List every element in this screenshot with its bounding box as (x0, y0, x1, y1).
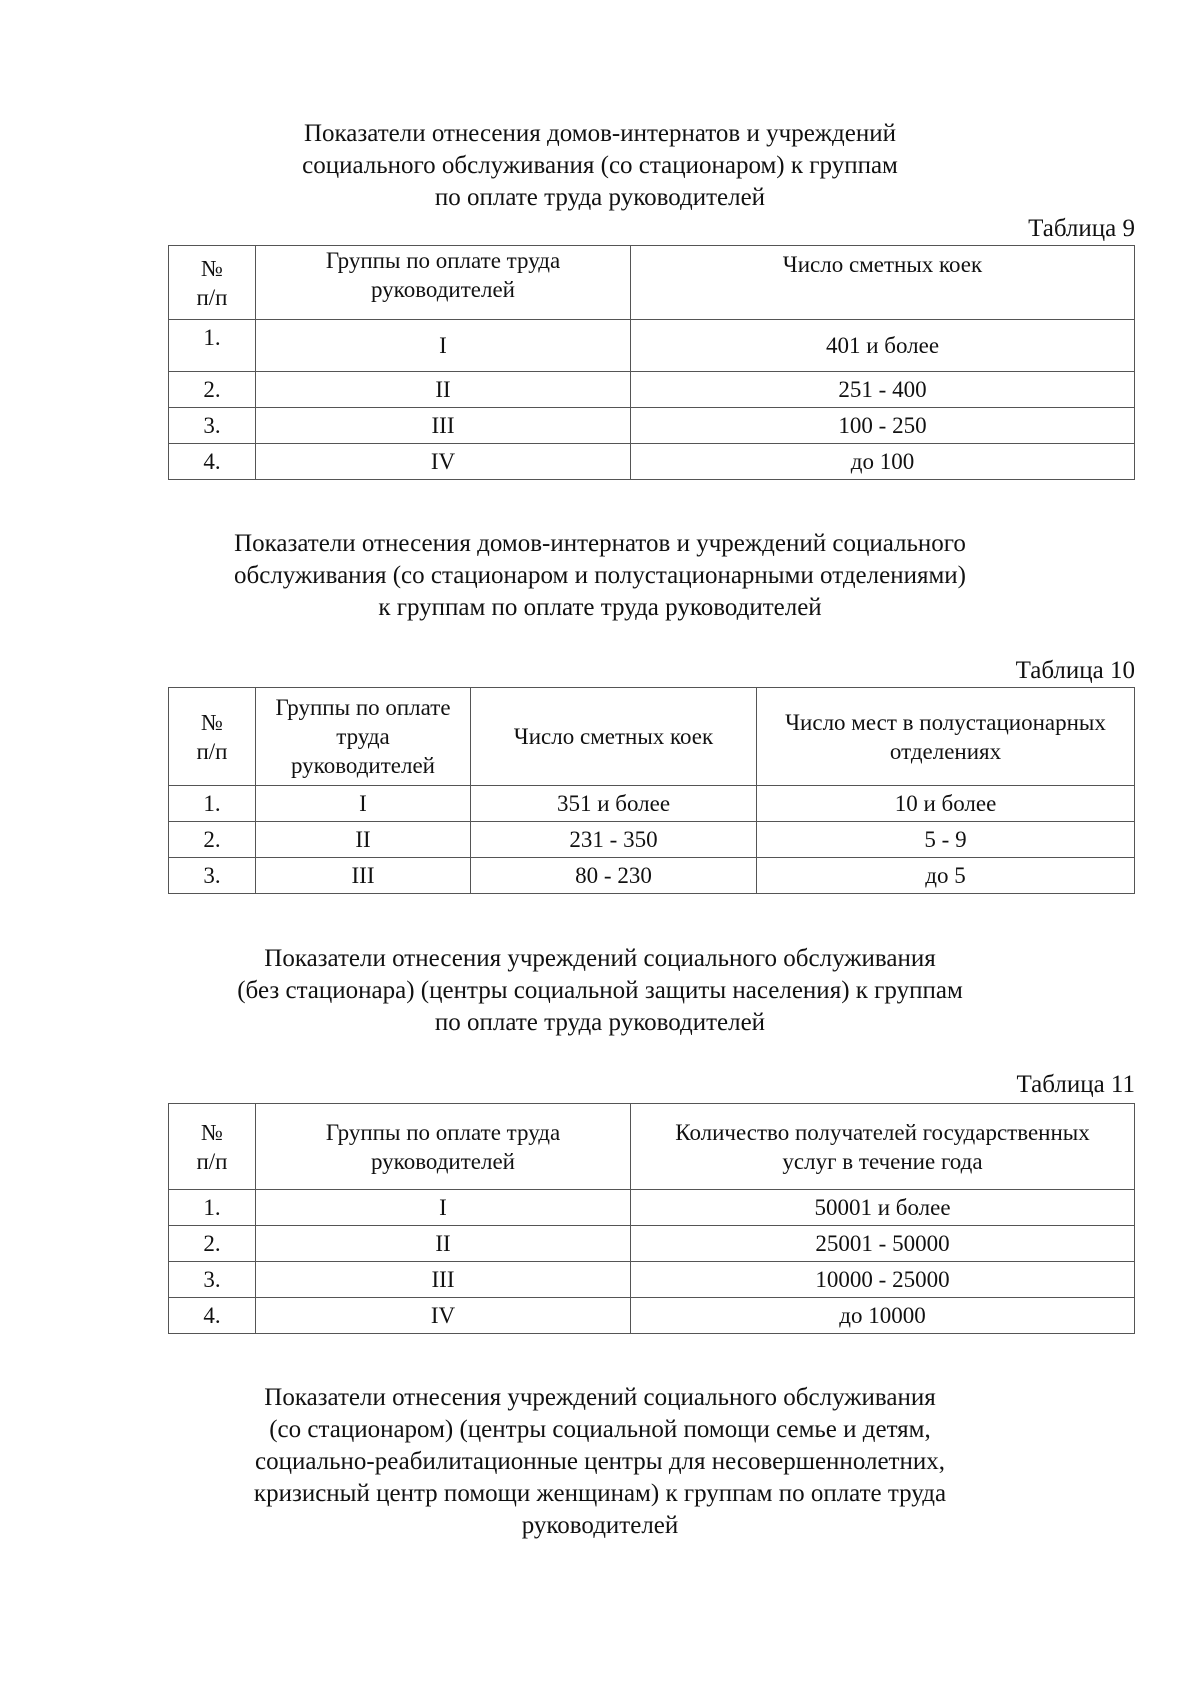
row-places: 10 и более (757, 786, 1135, 822)
row-group: I (256, 1190, 631, 1226)
heading-table-9: Показатели отнесения домов-интернатов и учреждений социального обслуживания (со стационаром) к группам по оплате труда руководителей (302, 120, 898, 211)
row-number: 2. (169, 822, 256, 858)
row-number: 3. (169, 1262, 256, 1298)
row-number: 4. (169, 1298, 256, 1334)
table-10-header-group: Группы по оплате труда руководителей (256, 688, 471, 786)
heading-table-10: Показатели отнесения домов-интернатов и учреждений социального обслуживания (со стационаром и полустационарными отделениями) к группам по оплате труда руководителей (234, 530, 966, 621)
row-recipients: 10000 - 25000 (631, 1262, 1135, 1298)
table-10 (168, 687, 1135, 894)
row-group: III (256, 858, 471, 894)
row-number: 1. (169, 786, 256, 822)
table-9 (168, 245, 1135, 480)
row-beds: до 100 (631, 444, 1135, 480)
table-row (169, 822, 1135, 858)
table-10-label: Таблица 10 (1015, 657, 1135, 684)
table-9-header-group: Группы по оплате труда руководителей (256, 246, 631, 320)
row-group: IV (256, 1298, 631, 1334)
table-row (169, 372, 1135, 408)
row-number: 3. (169, 858, 256, 894)
table-row (169, 1190, 1135, 1226)
table-row (169, 858, 1135, 894)
row-group: IV (256, 444, 631, 480)
row-recipients: до 10000 (631, 1298, 1135, 1334)
row-group: II (256, 372, 631, 408)
table-10-header-beds: Число сметных коек (471, 688, 757, 786)
table-9-header-number: № п/п (169, 246, 256, 320)
table-11-label: Таблица 11 (1016, 1071, 1135, 1098)
row-beds: 100 - 250 (631, 408, 1135, 444)
row-number: 1. (169, 1190, 256, 1226)
heading-table-11: Показатели отнесения учреждений социального обслуживания (без стационара) (центры социальной защиты населения) к группам по оплате труда руководителей (237, 945, 963, 1036)
table-11-header-group: Группы по оплате труда руководителей (256, 1104, 631, 1190)
row-number: 2. (169, 372, 256, 408)
table-9-header-beds: Число сметных коек (631, 246, 1135, 320)
row-group: II (256, 822, 471, 858)
row-beds: 231 - 350 (471, 822, 757, 858)
table-10-header-number: № п/п (169, 688, 256, 786)
row-places: 5 - 9 (757, 822, 1135, 858)
row-beds: 401 и более (631, 320, 1135, 372)
row-number: 1. (169, 320, 256, 372)
table-row (169, 1298, 1135, 1334)
row-group: III (256, 1262, 631, 1298)
row-beds: 251 - 400 (631, 372, 1135, 408)
table-row (169, 444, 1135, 480)
row-recipients: 50001 и более (631, 1190, 1135, 1226)
table-row (169, 1226, 1135, 1262)
row-number: 4. (169, 444, 256, 480)
table-11 (168, 1103, 1135, 1334)
table-10-header-places: Число мест в полустационарных отделениях (757, 688, 1135, 786)
table-9-label: Таблица 9 (1028, 215, 1135, 242)
row-number: 2. (169, 1226, 256, 1262)
table-row (169, 408, 1135, 444)
row-beds: 351 и более (471, 786, 757, 822)
row-beds: 80 - 230 (471, 858, 757, 894)
row-group: I (256, 320, 631, 372)
row-number: 3. (169, 408, 256, 444)
row-places: до 5 (757, 858, 1135, 894)
row-recipients: 25001 - 50000 (631, 1226, 1135, 1262)
table-row (169, 1262, 1135, 1298)
row-group: I (256, 786, 471, 822)
table-11-header-recipients: Количество получателей государственных услуг в течение года (631, 1104, 1135, 1190)
table-row (169, 786, 1135, 822)
table-11-header-number: № п/п (169, 1104, 256, 1190)
table-row (169, 320, 1135, 372)
heading-table-12: Показатели отнесения учреждений социального обслуживания (со стационаром) (центры социальной помощи семье и детям, социально-реабилитационные центры для несовершеннолетних, кризисный центр помощи женщинам) к группам по оплате труда руководителей (253, 1384, 947, 1539)
row-group: II (256, 1226, 631, 1262)
row-group: III (256, 408, 631, 444)
